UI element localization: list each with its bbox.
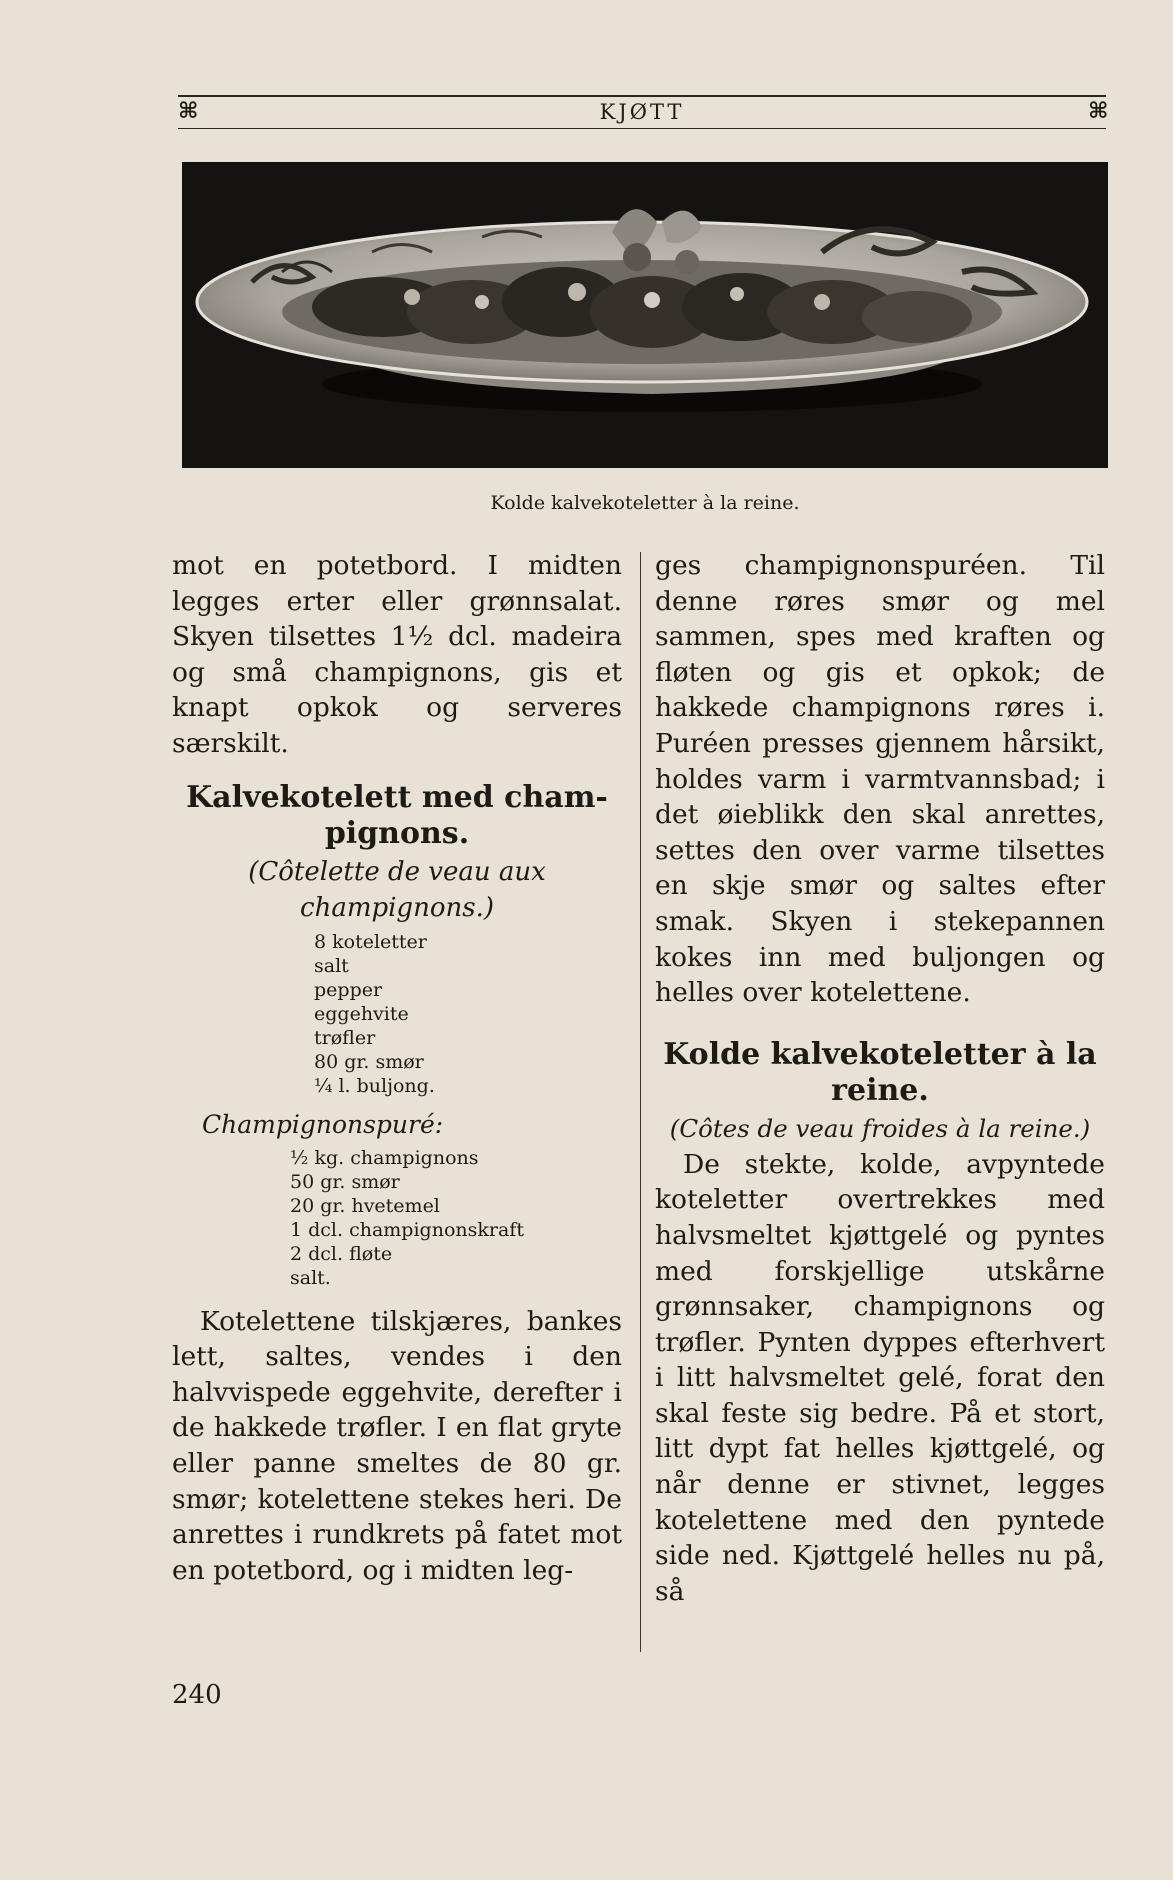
recipe-title-line1: Kalvekotelett med cham- <box>186 779 608 815</box>
recipe-title-2-line2: reine. <box>831 1072 929 1108</box>
right-column <box>655 548 1105 1609</box>
ingredient-item: salt <box>314 954 349 977</box>
header-ornament-right-icon: ⌘ <box>1088 98 1109 124</box>
puree-ingredient-list <box>172 1146 622 1290</box>
column-divider <box>640 552 641 1652</box>
ingredient-item: pepper <box>314 978 383 1001</box>
ingredient-item: 20 gr. hvetemel <box>290 1194 440 1217</box>
recipe-title-2 <box>655 1037 1105 1109</box>
ingredient-item: eggehvite <box>314 1002 409 1025</box>
recipe-subtitle <box>172 854 622 926</box>
running-header-title: KJØTT <box>599 100 685 124</box>
recipe-title-line2: pignons. <box>324 815 470 851</box>
recipe-subtitle-line1: (Côtelette de veau aux <box>248 856 546 887</box>
ingredient-item: ½ kg. champignons <box>290 1146 479 1169</box>
recipe-subtitle-2: (Côtes de veau froides à la reine.) <box>669 1113 1091 1143</box>
intro-paragraph: mot en potetbord. I midten legges erter eller grønnsalat. Skyen tilsettes 1½ dcl. madeira og små champignons, gis et knapt opkok og serveres særskilt. <box>172 550 622 759</box>
continuation-paragraph: ges champignonspuréen. Til denne røres smør og mel sammen, spes med kraften og fløten og gis et opkok; de hakkede champignons røres i. Puréen presses gjennem hårsikt, holdes varm i varmtvannsbad; i det øieblikk den skal anrettes, settes den over varme tilsettes en skje smør og saltes efter smak. Skyen i stekepannen kokes inn med buljongen og helles over kotelettene. <box>655 550 1105 1009</box>
header-rule-bottom <box>178 128 1106 129</box>
ingredient-item: 1 dcl. champignonskraft <box>290 1218 524 1241</box>
recipe-subtitle-line2: champignons.) <box>300 892 494 923</box>
dish-photograph <box>182 162 1108 468</box>
ingredient-item: salt. <box>290 1266 331 1289</box>
ingredient-item: 50 gr. smør <box>290 1170 400 1193</box>
ingredient-list <box>172 930 622 1098</box>
platter-illustration <box>182 162 1108 468</box>
ingredient-item: 2 dcl. fløte <box>290 1242 393 1265</box>
method-paragraph: Kotelettene tilskjæres, bankes lett, saltes, vendes i den halvvispede eggehvite, derefter i de hakkede trøfler. I en flat gryte eller panne smeltes de 80 gr. smør; kotelettene stekes heri. De anrettes i rundkrets på fatet mot en potetbord, og i midten leg- <box>172 1305 622 1586</box>
page-number: 240 <box>172 1680 222 1710</box>
left-column <box>172 548 622 1588</box>
header-ornament-left-icon: ⌘ <box>178 98 199 124</box>
recipe-title <box>172 780 622 852</box>
ingredient-item: trøfler <box>314 1026 376 1049</box>
ingredient-item: 8 koteletter <box>314 930 427 953</box>
ingredient-item: 80 gr. smør <box>314 1050 424 1073</box>
recipe-title-2-line1: Kolde kalvekoteletter à la <box>663 1036 1097 1072</box>
ingredient-item: ¼ l. buljong. <box>314 1074 435 1097</box>
puree-label: Champignonspuré: <box>202 1109 444 1139</box>
header-rule-top <box>178 95 1106 97</box>
photo-caption: Kolde kalvekoteletter à la reine. <box>490 492 800 514</box>
method-paragraph-2: De stekte, kolde, avpyntede koteletter overtrekkes med halvsmeltet kjøttgelé og pyntes med forskjellige utskårne grønnsaker, champignons og trøfler. Pynten dyppes efterhvert i litt halvsmeltet gelé, forat den skal feste sig bedre. På et stort, litt dypt fat helles kjøttgelé, og når denne er stivnet, legges kotelettene med den pyntede side ned. Kjøttgelé helles nu på, så <box>655 1148 1105 1607</box>
